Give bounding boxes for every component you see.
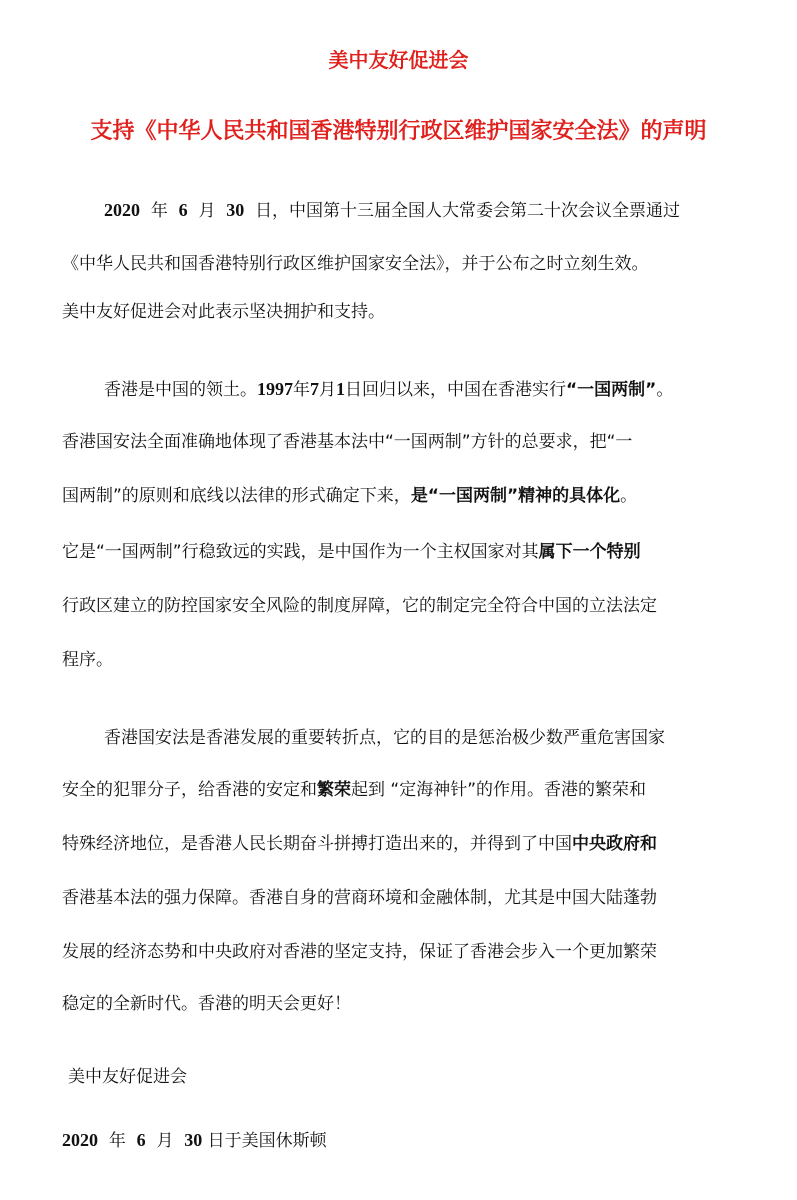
paragraph-text: 年	[293, 380, 310, 400]
date-year: 2020	[62, 1130, 98, 1150]
paragraph-1-line-3: 美中友好促进会对此表示坚决拥护和支持。	[62, 302, 385, 322]
paragraph-2-line-3	[62, 484, 637, 508]
paragraph-text: 日回归以来，中国在香港实行	[345, 380, 566, 400]
date-place: 日于美国休斯顿	[207, 1131, 327, 1151]
statement-title: 支持《中华人民共和国香港特别行政区维护国家安全法》的声明	[90, 119, 707, 144]
bold-phrase: 是“一国两制”精神的具体化	[410, 486, 621, 506]
paragraph-text: 国两制”的原则和底线以法律的形式确定下来，	[62, 486, 411, 506]
bold-phrase: 繁荣	[317, 780, 351, 800]
bold-phrase: 中央政府和	[572, 834, 657, 854]
date-month-unit: 月	[156, 1131, 174, 1151]
paragraph-2-line-5: 行政区建立的防控国家安全风险的制度屏障，它的制定完全符合中国的立法法定	[62, 596, 657, 616]
paragraph-text: 它是“一国两制”行稳致远的实践，是中国作为一个主权国家对其	[62, 542, 539, 562]
paragraph-3-line-4: 香港基本法的强力保障。香港自身的营商环境和金融体制，尤其是中国大陆蓬勃	[62, 888, 657, 908]
paragraph-3-line-6: 稳定的全新时代。香港的明天会更好！	[62, 994, 351, 1014]
paragraph-text: 。	[656, 380, 674, 400]
paragraph-3-line-2	[62, 778, 646, 802]
paragraph-text: 特殊经济地位，是香港人民长期奋斗拼搏打造出来的，并得到了中国	[62, 834, 572, 854]
paragraph-2-line-2: 香港国安法全面准确地体现了香港基本法中“一国两制”方针的总要求，把“一	[62, 432, 633, 452]
paragraph-2-line-4	[62, 540, 641, 564]
paragraph-text: 安全的犯罪分子，给香港的安定和	[62, 780, 317, 800]
signature-date	[62, 1128, 327, 1153]
organization-title: 美中友好促进会	[328, 48, 469, 72]
paragraph-text: 日，中国第十三届全国人大常委会第二十次会议全票通过	[255, 201, 681, 221]
paragraph-text: 香港是中国的领土。	[104, 380, 257, 400]
date-year: 2020	[104, 200, 140, 220]
signature-organization: 美中友好促进会	[68, 1067, 187, 1087]
date-year-unit: 年	[150, 201, 168, 221]
paragraph-text: 。	[620, 486, 638, 506]
date-day: 30	[184, 1130, 203, 1150]
date-month-unit: 月	[198, 201, 216, 221]
paragraph-2-line-1	[104, 377, 673, 402]
date-day: 30	[226, 200, 245, 220]
date-month: 6	[178, 200, 188, 220]
paragraph-3-line-3	[62, 832, 657, 856]
paragraph-3-line-5: 发展的经济态势和中央政府对香港的坚定支持，保证了香港会步入一个更加繁荣	[62, 942, 657, 962]
month-number: 7	[310, 379, 319, 399]
year-number: 1997	[257, 379, 293, 399]
day-number: 1	[336, 379, 345, 399]
paragraph-2-line-6: 程序。	[62, 650, 113, 670]
bold-phrase: “一国两制”	[566, 380, 657, 400]
paragraph-text: 月	[319, 380, 336, 400]
paragraph-text: 起到 “定海神针”的作用。香港的繁荣和	[351, 780, 647, 800]
bold-phrase: 属下一个特别	[538, 542, 641, 562]
paragraph-1-line-2: 《中华人民共和国香港特别行政区维护国家安全法》，并于公布之时立刻生效。	[62, 254, 649, 274]
paragraph-1-line-1	[104, 198, 680, 223]
date-month: 6	[136, 1130, 146, 1150]
date-year-unit: 年	[108, 1131, 126, 1151]
paragraph-3-line-1: 香港国安法是香港发展的重要转折点，它的目的是惩治极少数严重危害国家	[104, 728, 665, 748]
